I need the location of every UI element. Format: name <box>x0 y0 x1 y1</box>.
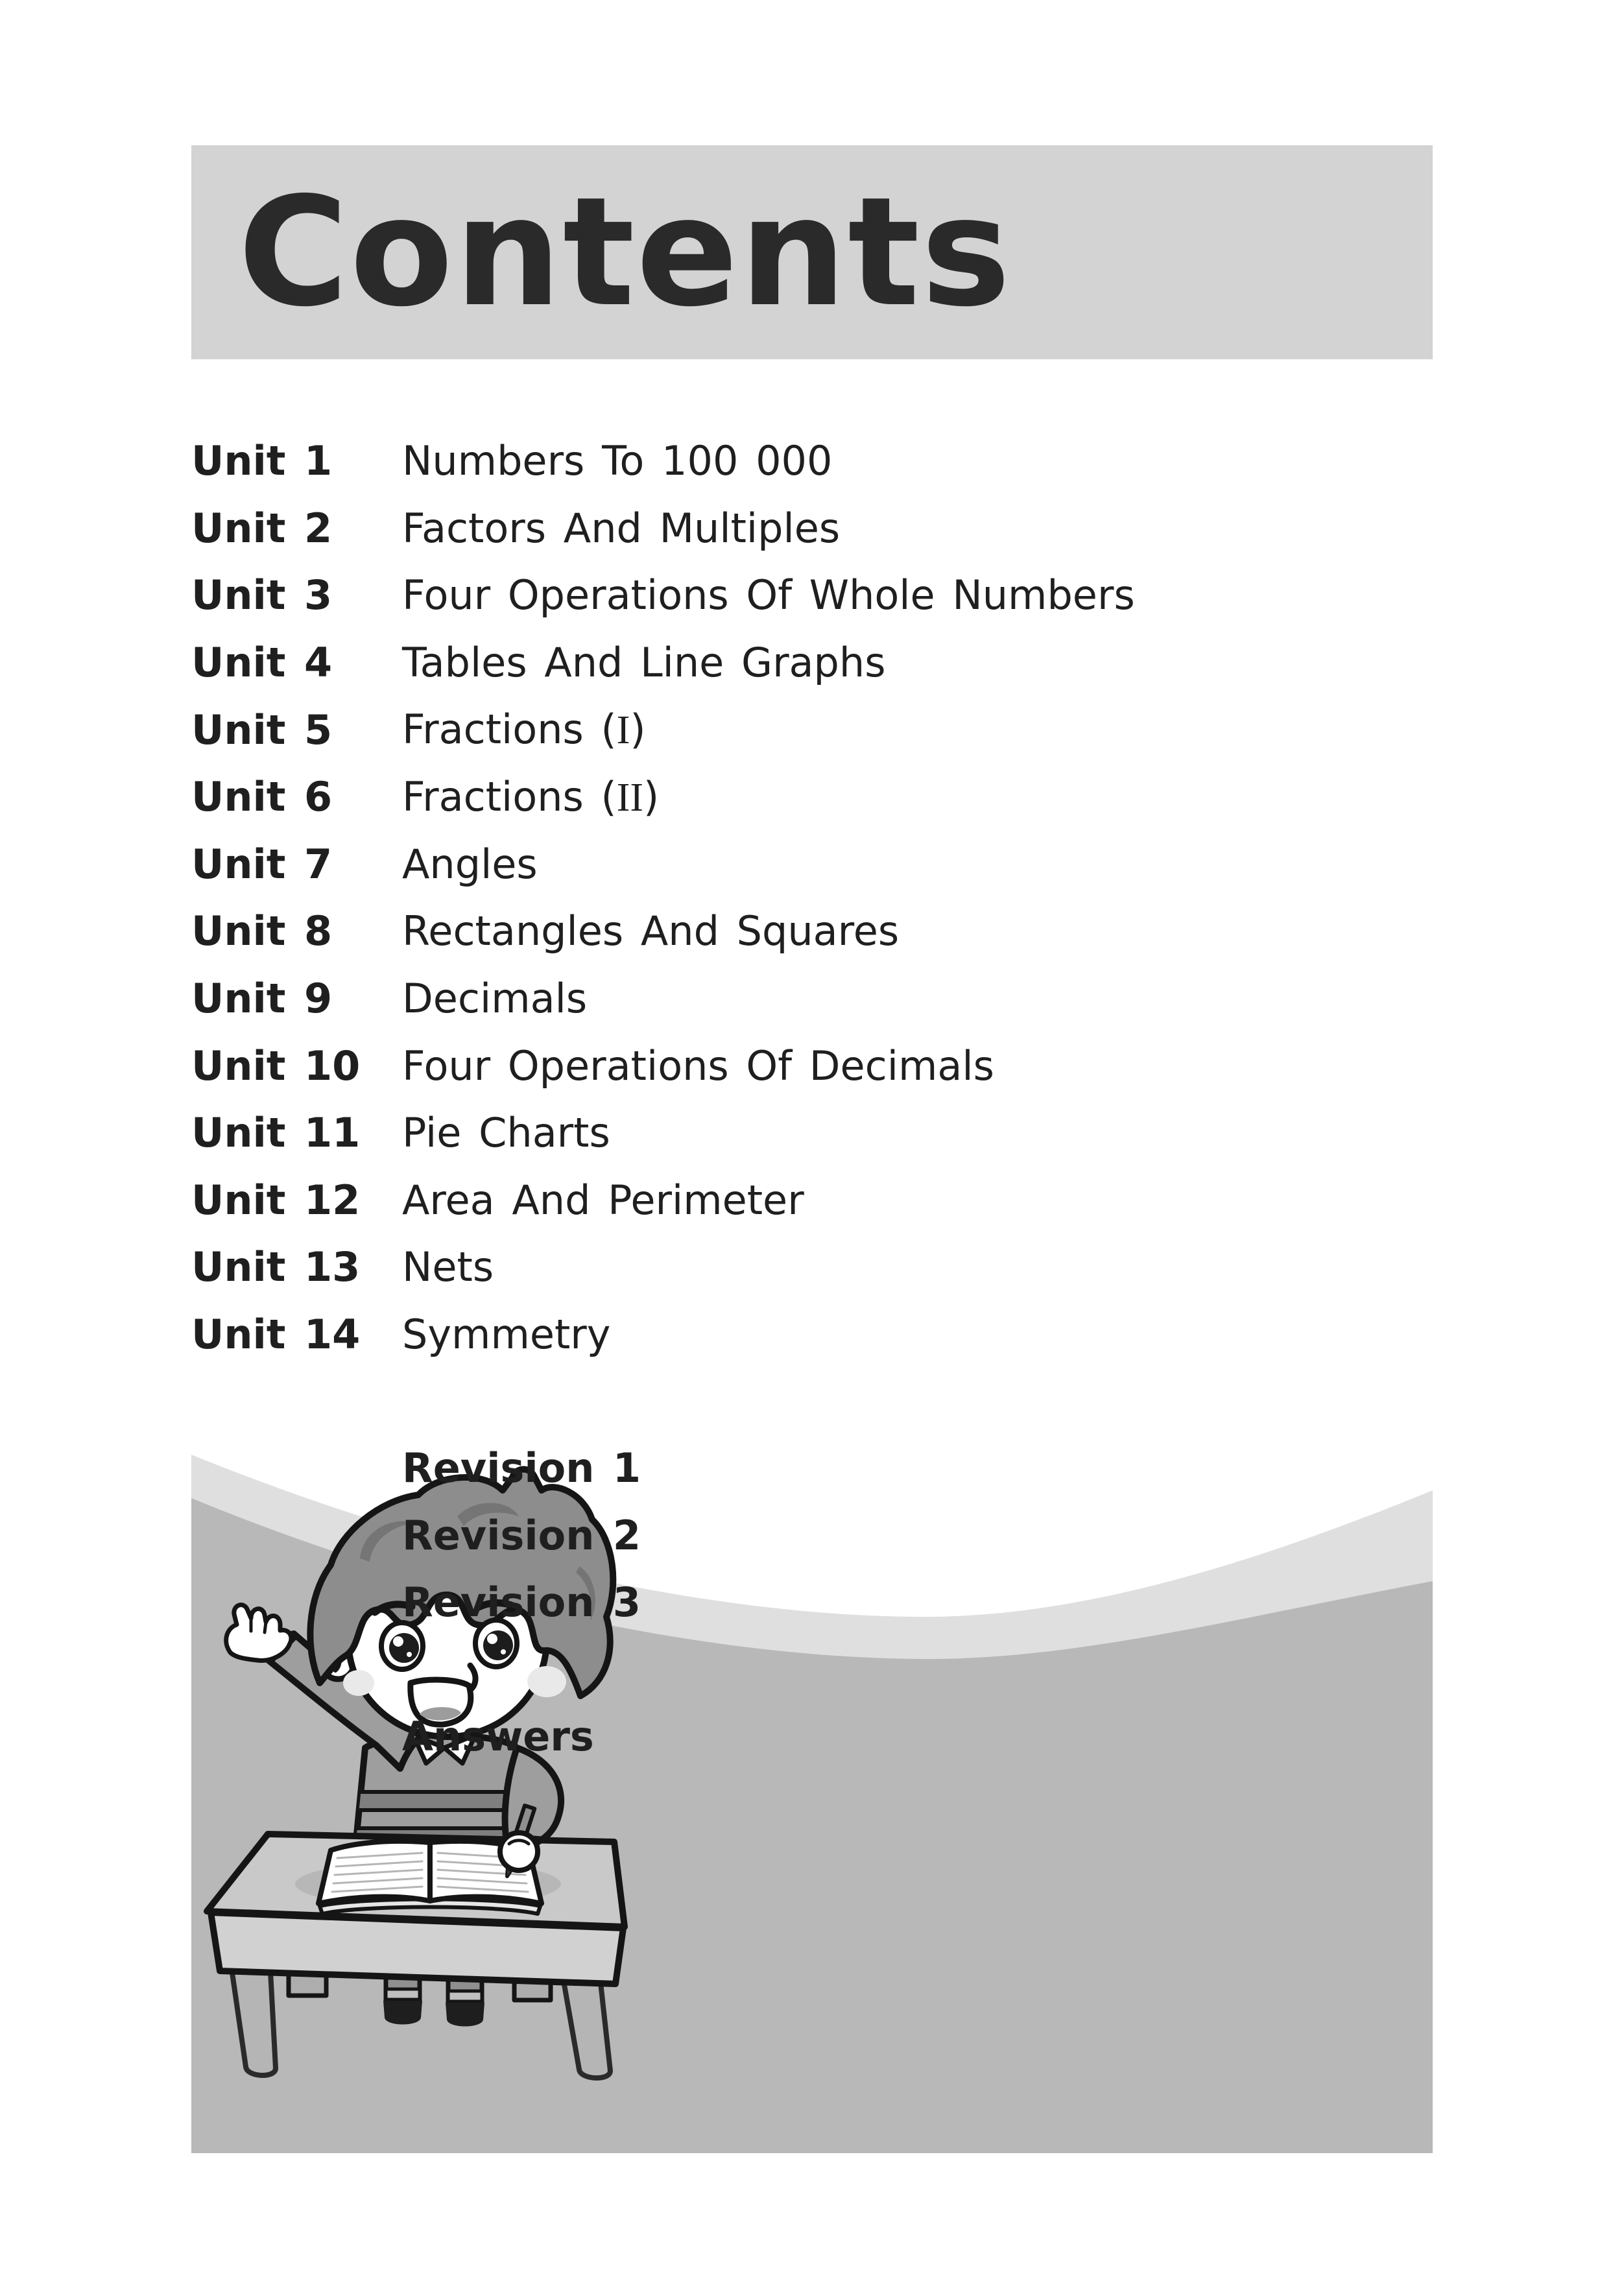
header-banner <box>191 145 1433 359</box>
unit-list <box>191 427 1433 1368</box>
unit-label: Unit 2 <box>191 504 333 552</box>
revision-label: Revision 3 <box>402 1579 641 1627</box>
unit-label: Unit 9 <box>191 975 333 1023</box>
unit-label: Unit 13 <box>191 1243 361 1291</box>
revision-list <box>402 1435 1180 1636</box>
unit-title: Pie Charts <box>402 1109 610 1157</box>
unit-title: Rectangles And Squares <box>402 907 900 955</box>
revision-row <box>402 1435 1180 1502</box>
page-title: Contents <box>238 165 1012 340</box>
unit-label: Unit 10 <box>191 1042 361 1090</box>
toc-row <box>191 562 1433 629</box>
answers-label: Answers <box>402 1713 594 1761</box>
unit-label: Unit 12 <box>191 1176 361 1224</box>
unit-title: Area And Perimeter <box>402 1176 804 1224</box>
toc-row <box>191 965 1433 1032</box>
unit-title: Decimals <box>402 975 588 1023</box>
toc-row <box>191 1099 1433 1167</box>
toc-row <box>191 1301 1433 1368</box>
toc-row <box>191 1167 1433 1234</box>
toc-row <box>191 495 1433 562</box>
unit-label: Unit 1 <box>191 437 333 485</box>
revision-label: Revision 2 <box>402 1511 641 1559</box>
toc-row <box>191 763 1433 831</box>
unit-label: Unit 8 <box>191 907 333 955</box>
unit-label: Unit 6 <box>191 773 333 821</box>
unit-title: Symmetry <box>402 1311 611 1359</box>
toc-row <box>191 696 1433 763</box>
unit-title: Angles <box>402 840 538 888</box>
unit-label: Unit 14 <box>191 1311 361 1359</box>
toc-row <box>191 629 1433 697</box>
revision-label: Revision 1 <box>402 1444 641 1492</box>
unit-title: Fractions (I) <box>402 706 646 754</box>
toc-row <box>191 831 1433 898</box>
unit-label: Unit 7 <box>191 840 333 888</box>
unit-title: Tables And Line Graphs <box>402 639 886 687</box>
revision-row <box>402 1569 1180 1636</box>
toc-row <box>191 1032 1433 1099</box>
toc-row <box>191 1234 1433 1301</box>
unit-label: Unit 5 <box>191 706 333 754</box>
unit-title: Fractions (II) <box>402 772 660 820</box>
toc-row <box>191 427 1433 495</box>
toc-row <box>191 898 1433 965</box>
unit-title: Nets <box>402 1243 494 1291</box>
revision-row <box>402 1502 1180 1569</box>
unit-title: Four Operations Of Whole Numbers <box>402 571 1135 619</box>
unit-title: Four Operations Of Decimals <box>402 1042 994 1090</box>
unit-label: Unit 4 <box>191 639 333 687</box>
unit-label: Unit 11 <box>191 1109 361 1157</box>
answers-entry <box>402 1703 594 1771</box>
unit-label: Unit 3 <box>191 571 333 619</box>
unit-title: Numbers To 100 000 <box>402 437 833 485</box>
unit-title: Factors And Multiples <box>402 504 841 552</box>
